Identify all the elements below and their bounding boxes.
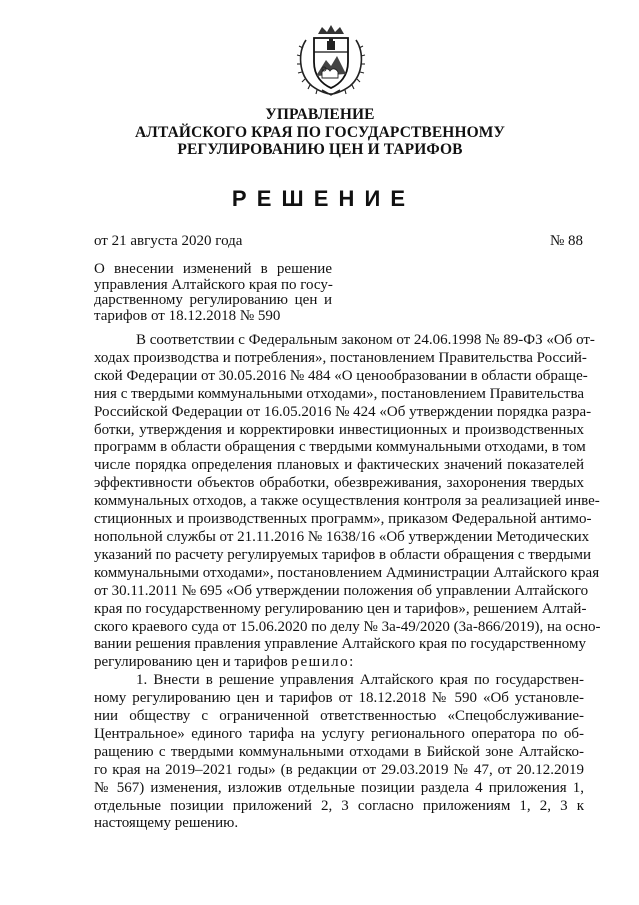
item-1-line: отдельные позиции приложений 2, 3 согласно приложениям 1, 2, 3 к <box>94 797 584 814</box>
decision-suffix: : <box>349 654 354 671</box>
document-body <box>94 332 601 833</box>
body-line-decision <box>94 654 584 672</box>
org-name-line-2: АЛТАЙСКОГО КРАЯ ПО ГОСУДАРСТВЕННОМУ <box>135 123 505 141</box>
item-1-line: ному регулированию цен и тарифов от 18.12.2018 № 590 «Об установле- <box>94 690 584 707</box>
body-line: ния с твердыми коммунальными отходами», постановлением Правительства <box>94 385 584 402</box>
body-line: указаний по расчету регулируемых тарифов в области обращения с твердыми <box>94 546 592 563</box>
body-line: программ в области обращения с твердыми коммунальными отходами, в том <box>94 439 586 456</box>
organization-header <box>80 106 560 159</box>
body-line: ского краевого суда от 15.06.2020 по делу № 3а-49/2020 (3а-866/2019), на осно- <box>94 618 601 635</box>
body-line: эффективности объектов обработки, обезвреживания, захоронения твердых <box>94 475 584 492</box>
decision-prefix: регулированию цен и тарифов <box>94 654 292 671</box>
body-line: ской Федерации от 30.05.2016 № 484 «О ценообразовании в области обраще- <box>94 367 588 384</box>
body-line: стиционных и производственных программ», приказом Федеральной антимо- <box>94 511 592 528</box>
document-number: № 88 <box>549 233 583 249</box>
decision-word: решило <box>291 654 350 671</box>
org-name-line-3: РЕГУЛИРОВАНИЮ ЦЕН И ТАРИФОВ <box>177 141 463 158</box>
body-line: В соответствии с Федеральным законом от 24.06.1998 № 89-ФЗ «Об от- <box>136 332 595 348</box>
item-1-line: 1. Внести в решение управления Алтайского края по государствен- <box>136 672 584 689</box>
coat-of-arms-emblem <box>294 22 368 98</box>
document-subject <box>94 262 332 324</box>
body-line: края по государственному регулированию цен и тарифов», решением Алтай- <box>94 600 587 617</box>
document-date: от 21 августа 2020 года <box>94 233 243 249</box>
document-type-title: Р Е Ш Е Н И Е <box>231 186 408 211</box>
body-line: коммунальных отходов, а также осуществления контроля за реализацией инве- <box>94 493 600 510</box>
item-1-line: нии обществу с ограниченной ответственностью «Спецобслуживание- <box>94 708 584 725</box>
subject-line: управления Алтайского края по госу- <box>94 276 333 293</box>
body-line: числе порядка определения плановых и фактических значений показателей <box>94 457 584 474</box>
subject-line: дарственному регулированию цен и <box>94 292 332 308</box>
body-line: вании решения правления управление Алтайского края по государственному <box>94 636 586 653</box>
body-line: коммунальными отходами», постановлением Администрации Алтайского края <box>94 564 600 581</box>
body-line: ходах производства и потребления», постановлением Правительства Россий- <box>94 349 587 366</box>
item-1-line: ращению с твердыми коммунальными отходами в Бийской зоне Алтайско- <box>94 743 584 760</box>
org-name-line-1: УПРАВЛЕНИЕ <box>265 106 375 123</box>
subject-line: О внесении изменений в решение <box>94 261 332 277</box>
item-1-line: № 567) изменения, изложив отдельные позиции раздела 4 приложения 1, <box>94 779 584 796</box>
body-line: от 30.11.2011 № 695 «Об утверждении положения об управлении Алтайского <box>94 582 589 599</box>
body-line: Российской Федерации от 16.05.2016 № 424 «Об утверждении порядка разра- <box>94 403 592 420</box>
item-1-line: настоящему решению. <box>94 815 239 832</box>
body-line: нопольной службы от 21.11.2016 № 1638/16 «Об утверждении Методических <box>94 528 590 545</box>
item-1-line: Центральное» единого тарифа на услугу регионального оператора по об- <box>94 725 584 742</box>
subject-line: тарифов от 18.12.2018 № 590 <box>94 307 281 324</box>
item-1-line: го края на 2019–2021 годы» (в редакции от 29.03.2019 № 47, от 20.12.2019 <box>94 761 584 778</box>
body-line: ботки, утверждения и корректировки инвестиционных и производственных <box>94 421 584 438</box>
